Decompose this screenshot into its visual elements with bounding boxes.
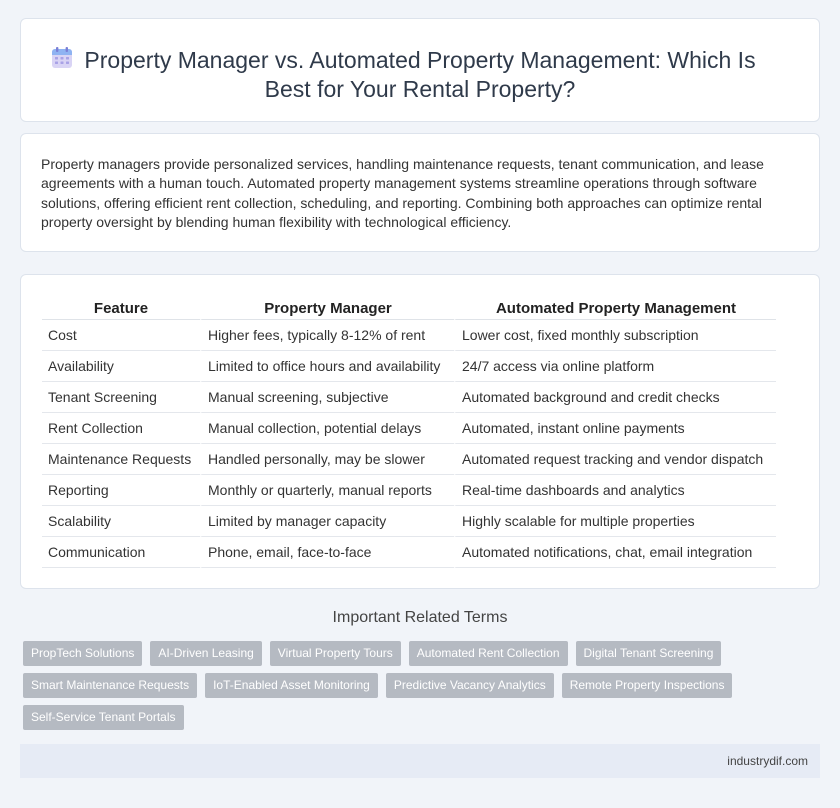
page-title-line-2: Best for Your Rental Property?	[264, 76, 576, 102]
table-cell: Tenant Screening	[42, 382, 200, 413]
table-row	[42, 444, 776, 475]
table-header-row	[42, 295, 776, 320]
column-header-property-manager: Property Manager	[200, 295, 454, 320]
table-cell: Limited by manager capacity	[200, 506, 454, 537]
tag-predictive-vacancy-analytics[interactable]: Predictive Vacancy Analytics	[386, 673, 554, 698]
table-cell: Automated, instant online payments	[454, 413, 776, 444]
related-terms-title: Important Related Terms	[332, 609, 508, 626]
table-cell: 24/7 access via online platform	[454, 351, 776, 382]
table-cell: Real-time dashboards and analytics	[454, 475, 776, 506]
table-cell: Higher fees, typically 8-12% of rent	[200, 320, 454, 351]
table-cell: Phone, email, face-to-face	[200, 537, 454, 568]
tag-smart-maintenance-requests[interactable]: Smart Maintenance Requests	[23, 673, 197, 698]
summary-text: Property managers provide personalized services, handling maintenance requests, tenant communication, and lease agreements with a human touch. Automated property management systems streamline operations through software solutions, offering efficient rent collection, scheduling, and reporting. Combining both approaches can optimize rental property oversight by blending human flexibility with technological efficiency.	[41, 156, 764, 231]
table-cell: Reporting	[42, 475, 200, 506]
footer	[20, 744, 820, 778]
table-cell: Rent Collection	[42, 413, 200, 444]
table-cell: Maintenance Requests	[42, 444, 200, 475]
table-cell: Manual screening, subjective	[200, 382, 454, 413]
table-cell: Highly scalable for multiple properties	[454, 506, 776, 537]
tag-iot-enabled-asset-monitoring[interactable]: IoT-Enabled Asset Monitoring	[205, 673, 378, 698]
table-cell: Cost	[42, 320, 200, 351]
tag-ai-driven-leasing[interactable]: AI-Driven Leasing	[150, 641, 261, 666]
title-card	[20, 18, 820, 122]
page-title-line-1: Property Manager vs. Automated Property Management: Which Is	[84, 47, 756, 73]
table-row	[42, 413, 776, 444]
column-header-automated: Automated Property Management	[454, 295, 776, 320]
page-title	[21, 46, 819, 104]
table-cell: Manual collection, potential delays	[200, 413, 454, 444]
table-cell: Scalability	[42, 506, 200, 537]
tag-automated-rent-collection[interactable]: Automated Rent Collection	[409, 641, 568, 666]
tag-proptech-solutions[interactable]: PropTech Solutions	[23, 641, 142, 666]
table-cell: Lower cost, fixed monthly subscription	[454, 320, 776, 351]
table-cell: Automated request tracking and vendor dispatch	[454, 444, 776, 475]
table-row	[42, 506, 776, 537]
table-row	[42, 475, 776, 506]
tag-remote-property-inspections[interactable]: Remote Property Inspections	[562, 673, 733, 698]
table-row	[42, 351, 776, 382]
tag-digital-tenant-screening[interactable]: Digital Tenant Screening	[576, 641, 722, 666]
table-cell: Limited to office hours and availability	[200, 351, 454, 382]
tag-virtual-property-tours[interactable]: Virtual Property Tours	[270, 641, 401, 666]
column-header-feature: Feature	[42, 295, 200, 320]
table-cell: Communication	[42, 537, 200, 568]
comparison-card	[20, 274, 820, 589]
table-cell: Monthly or quarterly, manual reports	[200, 475, 454, 506]
tag-self-service-tenant-portals[interactable]: Self-Service Tenant Portals	[23, 705, 184, 730]
table-cell: Handled personally, may be slower	[200, 444, 454, 475]
table-row	[42, 320, 776, 351]
table-cell: Automated background and credit checks	[454, 382, 776, 413]
table-cell: Automated notifications, chat, email integration	[454, 537, 776, 568]
table-cell: Availability	[42, 351, 200, 382]
footer-site[interactable]: industrydif.com	[727, 754, 808, 768]
summary-card	[20, 133, 820, 252]
table-row	[42, 537, 776, 568]
related-terms-tags	[23, 641, 743, 730]
comparison-table	[42, 295, 776, 568]
table-row	[42, 382, 776, 413]
